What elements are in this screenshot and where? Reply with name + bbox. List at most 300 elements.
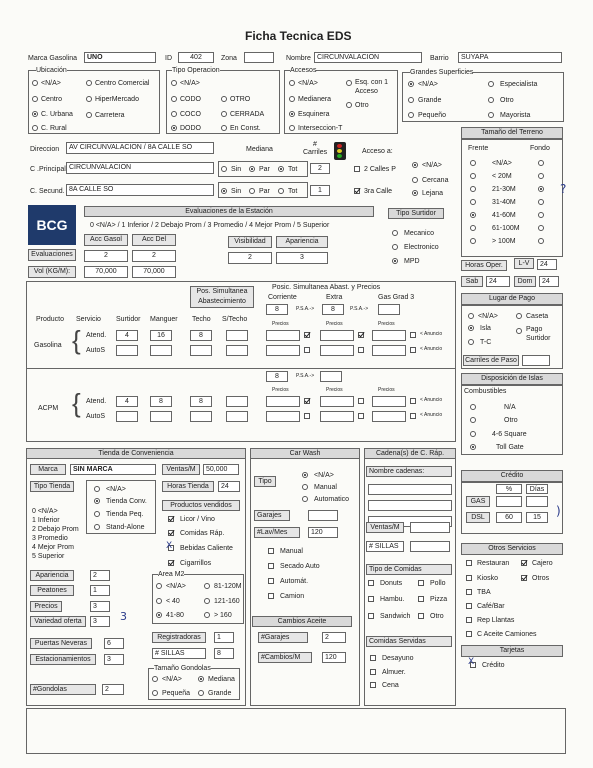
gs-peq-radio[interactable] — [408, 112, 414, 118]
tienda-scale-item: 2 Debajo Prom — [32, 526, 79, 533]
gasolina-price-corr[interactable] — [266, 345, 300, 356]
cp-lejana-radio[interactable] — [412, 190, 418, 196]
acc-opt: Interseccion-T — [298, 125, 343, 132]
gasolina-atend-field[interactable]: 8 — [190, 330, 212, 341]
gas-dias-field[interactable] — [526, 496, 548, 507]
acpm-anuncio-check[interactable] — [358, 398, 364, 404]
cp-tot-radio[interactable] — [278, 166, 284, 172]
gas-label: GAS — [466, 496, 490, 507]
cw-camion-check[interactable] — [268, 593, 274, 599]
comments-box[interactable] — [26, 708, 566, 754]
cs-3ra-check[interactable] — [354, 188, 360, 194]
surtidor-title: Tipo Surtidor — [388, 208, 444, 219]
prod-cig-check[interactable] — [168, 560, 174, 566]
tienda-scale-item: 5 Superior — [32, 553, 65, 560]
cw-manual-check[interactable] — [268, 548, 274, 554]
lv-label: L-V — [514, 258, 534, 269]
cs-sin-radio[interactable] — [221, 188, 227, 194]
otros-cafe-check[interactable] — [466, 603, 472, 609]
cadena-sillas-field[interactable] — [410, 541, 450, 552]
c-secund-field[interactable]: 8A CALLE SO — [66, 184, 214, 196]
gasolina-price-corr[interactable] — [266, 330, 300, 341]
cp-lejana: Lejana — [422, 190, 444, 197]
acpm-autos-field[interactable] — [226, 411, 248, 422]
com-item: Donuts — [380, 580, 403, 587]
surt-opt: MPD — [404, 258, 420, 265]
op-codo-radio[interactable] — [171, 96, 177, 102]
acpm-autos-field[interactable] — [150, 411, 172, 422]
product-col-header: Servicio — [76, 316, 101, 323]
acc-del-field[interactable]: 2 — [132, 250, 176, 262]
op-opt: COCO — [180, 111, 201, 118]
acc-opt: Otro — [355, 102, 369, 109]
product-col-header: Techo — [192, 316, 211, 323]
prod-item: Licor / Vino — [180, 516, 215, 523]
gasolina-price-ext[interactable] — [320, 345, 354, 356]
cw-check: Secado Auto — [280, 563, 320, 570]
barrio-field[interactable]: SUYAPA — [458, 52, 562, 63]
cp-sin-radio[interactable] — [221, 166, 227, 172]
apariencia-t-label: Apariencia — [30, 570, 74, 581]
tienda-scale-item: 0 <N/A> — [32, 508, 58, 515]
gs-na-radio[interactable] — [408, 81, 414, 87]
op-opt: CERRADA — [230, 111, 265, 118]
gond-peq-radio[interactable] — [152, 690, 158, 696]
frente-radio[interactable] — [470, 186, 476, 192]
tamano-option: 21-30M — [492, 186, 516, 193]
marca-field[interactable]: UNO — [84, 52, 156, 63]
com-pizza-check[interactable] — [418, 596, 424, 602]
sab-field[interactable]: 24 — [486, 276, 510, 287]
acceso-a-label: Acceso a: — [362, 148, 393, 155]
cp-carriles-field[interactable]: 2 — [310, 163, 330, 174]
puertas-label: Puertas Neveras — [30, 638, 92, 649]
acc-na-radio[interactable] — [289, 80, 295, 86]
product-col-header: Producto — [36, 316, 65, 323]
registr-field[interactable]: 1 — [214, 632, 234, 643]
com-item: Hambu. — [380, 596, 405, 603]
ubicacion-centro-radio[interactable] — [32, 96, 38, 102]
accesos-title: Accesos — [290, 67, 317, 74]
cadena-field-2[interactable] — [368, 500, 452, 511]
peatones-field[interactable]: 1 — [90, 585, 110, 596]
precios-label: Precios — [378, 321, 395, 327]
cp-2calles: 2 Calles P — [364, 166, 396, 173]
gasolina-anuncio-check[interactable] — [358, 347, 364, 353]
apariencia-t-field[interactable]: 2 — [90, 570, 110, 581]
horas-oper-label: Horas Oper. — [461, 260, 507, 271]
disp-opt: Otro — [504, 417, 518, 424]
ubicacion-opt: <N/A> — [41, 80, 61, 87]
mediana-label: Mediana — [246, 146, 273, 153]
corriente-label: Corriente — [268, 294, 297, 301]
acpm-anuncio-check[interactable] — [304, 413, 310, 419]
gond-opt: Mediana — [208, 676, 235, 683]
estac-field[interactable]: 3 — [104, 654, 124, 665]
fondo-label: Fondo — [530, 145, 550, 152]
frente-radio[interactable] — [470, 225, 476, 231]
acc-esq1-radio[interactable] — [346, 80, 352, 86]
gs-mayorista-radio[interactable] — [488, 112, 494, 118]
fondo-radio[interactable] — [538, 160, 544, 166]
disp-square-radio[interactable] — [470, 431, 476, 437]
acc-opt: <N/A> — [298, 80, 318, 87]
zona-field[interactable] — [244, 52, 274, 63]
acpm-atend-field[interactable]: 8 — [150, 396, 172, 407]
area-opt: 81-120M — [214, 583, 242, 590]
area-121-radio[interactable] — [204, 598, 210, 604]
gasolina-autos-field[interactable] — [190, 345, 212, 356]
precios-t-field[interactable]: 3 — [90, 601, 110, 612]
acpm-atend-field[interactable] — [226, 396, 248, 407]
ubicacion-opt: Centro — [41, 96, 63, 103]
cw-check: Automát. — [280, 578, 309, 585]
product-col-header: Surtidor — [116, 316, 141, 323]
com-sandwich-check[interactable] — [368, 613, 374, 619]
tt-stand-radio[interactable] — [94, 524, 100, 530]
com-otro-check[interactable] — [418, 613, 424, 619]
com-donuts-check[interactable] — [368, 580, 374, 586]
acpm-anuncio-check[interactable] — [304, 398, 310, 404]
cw-automat-check[interactable] — [268, 578, 274, 584]
tipo-operacion-title: Tipo Operacion — [172, 67, 220, 74]
gas-grad-label: Gas Grad 3 — [378, 294, 415, 301]
frente-radio[interactable] — [470, 199, 476, 205]
otros-llantas-check[interactable] — [466, 617, 472, 623]
otros-item: Otros — [532, 575, 550, 582]
zona-label: Zona — [221, 55, 237, 62]
com-hambu-check[interactable] — [368, 596, 374, 602]
vol2-field[interactable]: 70,000 — [132, 266, 176, 278]
gasolina-atend-field[interactable]: 16 — [150, 330, 172, 341]
lp-isla-radio[interactable] — [468, 325, 474, 331]
cw-na-radio[interactable] — [302, 472, 308, 478]
disp-toll-radio[interactable] — [470, 444, 476, 450]
gs-otro-radio[interactable] — [488, 97, 494, 103]
nombre-label: Nombre — [286, 55, 311, 62]
cs-tot-radio[interactable] — [278, 188, 284, 194]
op-cerrada-radio[interactable] — [221, 111, 227, 117]
tamano-option: 61-100M — [492, 225, 520, 232]
ubicacion-rural-radio[interactable] — [32, 125, 38, 131]
otros-restauran-check[interactable] — [466, 560, 472, 566]
direccion-field[interactable]: AV CIRCUNVALACION / 8A CALLE SO — [66, 142, 214, 154]
area-na-radio[interactable] — [156, 583, 162, 589]
acpm-price-ext[interactable] — [320, 396, 354, 407]
cs-carriles-field[interactable]: 1 — [310, 185, 330, 196]
dom-field[interactable]: 24 — [539, 276, 559, 287]
acpm-anuncio-check[interactable] — [410, 413, 416, 419]
fondo-radio[interactable] — [538, 238, 544, 244]
op-coco-radio[interactable] — [171, 111, 177, 117]
frente-radio[interactable] — [470, 238, 476, 244]
gs-esp-radio[interactable] — [488, 81, 494, 87]
gasolina-brace: { — [72, 325, 81, 355]
ngar-field[interactable]: 2 — [322, 632, 346, 643]
fondo-radio[interactable] — [538, 186, 544, 192]
comb-label: Combustibles — [464, 388, 507, 395]
precios-label: Precios — [378, 387, 395, 393]
gasolina-price-g3[interactable] — [372, 345, 406, 356]
horas-tienda-field[interactable]: 24 — [218, 481, 240, 492]
cp-par: Par — [259, 166, 270, 173]
tienda-ventas-field[interactable]: 50,000 — [203, 464, 239, 475]
marca-label: Marca Gasolina — [28, 55, 78, 62]
acpm-atend-field[interactable]: 8 — [190, 396, 212, 407]
psa-label: P.S.A.-> — [296, 373, 315, 379]
op-na-radio[interactable] — [171, 80, 177, 86]
acpm-pos[interactable]: 8 — [266, 371, 288, 382]
acpm-price-g3[interactable] — [372, 411, 406, 422]
sillas-t-label: # SILLAS — [152, 648, 206, 659]
otros-title: Otros Servicios — [461, 543, 563, 555]
gs-grande-radio[interactable] — [408, 97, 414, 103]
area-40-radio[interactable] — [156, 598, 162, 604]
ubicacion-opt: C. Rural — [41, 125, 67, 132]
acc-opt: Esq. con 1 Acceso — [355, 79, 389, 95]
gasolina-anuncio-check[interactable] — [304, 347, 310, 353]
gondolas-title: Tamaño Gondolas — [154, 665, 211, 672]
lp-na-radio[interactable] — [468, 313, 474, 319]
op-otro-radio[interactable] — [221, 96, 227, 102]
precios-label: Precios — [272, 387, 289, 393]
nombre-cadenas-label: Nombre cadenas: — [366, 466, 452, 477]
otros-cajero-check[interactable] — [521, 560, 527, 566]
acpm-price-corr[interactable] — [266, 411, 300, 422]
psa-label: P.S.A.-> — [296, 306, 315, 312]
bebidas-x-mark: X — [166, 541, 173, 551]
acpm-atend-field[interactable]: 4 — [116, 396, 138, 407]
lp-tc-radio[interactable] — [468, 339, 474, 345]
ncamb-field[interactable]: 120 — [322, 652, 346, 663]
nombre-field[interactable]: CIRCUNVALACION — [314, 52, 422, 63]
ngond-field[interactable]: 2 — [102, 684, 124, 695]
variedad-field[interactable]: 3 — [90, 616, 110, 627]
acc-medianera-radio[interactable] — [289, 96, 295, 102]
op-dodo-radio[interactable] — [171, 125, 177, 131]
gasolina-anuncio-check[interactable] — [410, 347, 416, 353]
cadena-ventas-field[interactable] — [410, 522, 450, 533]
gasolina-atend-field[interactable]: 4 — [116, 330, 138, 341]
acpm-label: ACPM — [38, 405, 59, 412]
cs-par-radio[interactable] — [249, 188, 255, 194]
peatones-label: Peatones — [30, 585, 74, 596]
frente-radio[interactable] — [470, 160, 476, 166]
prod-comidas-check[interactable] — [168, 530, 174, 536]
acpm-price-g3[interactable] — [372, 396, 406, 407]
otros-tba-check[interactable] — [466, 589, 472, 595]
ubicacion-carretera-radio[interactable] — [86, 112, 92, 118]
corriente-pos[interactable]: 8 — [266, 304, 288, 315]
tamano-option: <N/A> — [492, 160, 512, 167]
gas-pct-field[interactable] — [496, 496, 522, 507]
extra-pos[interactable]: 8 — [322, 304, 344, 315]
tienda-scale-item: 3 Promedio — [32, 535, 68, 542]
surt-opt: Mecanico — [404, 230, 434, 237]
fondo-radio[interactable] — [538, 199, 544, 205]
cadena-title: Cadena(s) de C. Ráp. — [364, 448, 456, 459]
acc-gasol-field[interactable]: 2 — [84, 250, 128, 262]
dsl-pct-field[interactable]: 60 — [496, 512, 522, 523]
lv-field[interactable]: 24 — [537, 259, 557, 270]
apariencia-button[interactable]: Apariencia — [276, 236, 328, 248]
carwash-tipo-label: Tipo — [254, 476, 276, 487]
gasolina-autos-field[interactable] — [150, 345, 172, 356]
tt-opt: Tienda Peq. — [106, 511, 144, 518]
prod-licor-check[interactable] — [168, 516, 174, 522]
otros-otros-check[interactable] — [521, 575, 527, 581]
gasolina-anuncio-check[interactable] — [304, 332, 310, 338]
cp-na-radio[interactable] — [412, 162, 418, 168]
cp-cercana-radio[interactable] — [412, 177, 418, 183]
op-const-radio[interactable] — [221, 125, 227, 131]
gasolina-atend-label: Atend. — [86, 332, 107, 339]
id-label: ID — [165, 55, 172, 62]
cp-2calles-check[interactable] — [354, 166, 360, 172]
gasolina-autos-field[interactable] — [116, 345, 138, 356]
cadena-sillas-label: # SILLAS — [366, 541, 404, 552]
tt-conv-radio[interactable] — [94, 498, 100, 504]
tamano-option: 41-60M — [492, 212, 516, 219]
frente-label: Frente — [468, 145, 489, 152]
acpm-price-ext[interactable] — [320, 411, 354, 422]
c-secund-label: C. Secund. — [30, 188, 65, 195]
carriles-paso-field[interactable] — [522, 355, 550, 366]
cw-opt: Manual — [314, 484, 337, 491]
acc-otro-radio[interactable] — [346, 102, 352, 108]
ubicacion-na-radio[interactable] — [32, 80, 38, 86]
gond-med-radio[interactable] — [198, 676, 204, 682]
puertas-field[interactable]: 6 — [104, 638, 124, 649]
tienda-title: Tienda de Conveniencia — [26, 448, 246, 459]
fondo-radio[interactable] — [538, 225, 544, 231]
lp-caseta-radio[interactable] — [516, 313, 522, 319]
otros-item: Rep Llantas — [477, 617, 515, 624]
fondo-radio[interactable] — [538, 212, 544, 218]
otros-item: TBA — [477, 589, 491, 596]
cs-tot: Tot — [288, 188, 298, 195]
anuncio-label: < Anuncio — [420, 412, 443, 418]
acpm-autos-field[interactable] — [190, 411, 212, 422]
gasolina-price-g3[interactable] — [372, 330, 406, 341]
gasolina-atend-field[interactable] — [226, 330, 248, 341]
acpm-pos2[interactable] — [320, 371, 342, 382]
area-81-radio[interactable] — [204, 583, 210, 589]
com-item: Sandwich — [380, 613, 411, 620]
tt-opt: Stand-Alone — [106, 524, 145, 531]
visibilidad-field[interactable]: 2 — [228, 252, 272, 264]
pos-simultanea-label: Pos. Simultanea Abastecimiento — [190, 286, 254, 308]
gs-opt: Especialista — [500, 81, 538, 88]
acpm-divider — [26, 368, 456, 369]
gasolina-anuncio-check[interactable] — [410, 332, 416, 338]
vol1-field[interactable]: 70,000 — [84, 266, 128, 278]
acc-del-button[interactable]: Acc Del — [132, 234, 176, 246]
surt-ele-radio[interactable] — [392, 244, 398, 250]
dsl-dias-field[interactable]: 15 — [526, 512, 548, 523]
serv-item: Desayuno — [382, 655, 414, 662]
tienda-marca-field[interactable]: SIN MARCA — [70, 464, 156, 475]
tamano-option: 31-40M — [492, 199, 516, 206]
gond-grande-radio[interactable] — [198, 690, 204, 696]
cadena-ventas-label: Ventas/M — [366, 522, 404, 533]
acc-intersec-radio[interactable] — [289, 125, 295, 131]
prod-item: Cigarrillos — [180, 560, 212, 567]
acpm-anuncio-check[interactable] — [358, 413, 364, 419]
comidas-servidas-title: Comidas Servidas — [366, 636, 452, 647]
disp-otro-radio[interactable] — [470, 417, 476, 423]
tt-na-radio[interactable] — [94, 486, 100, 492]
surt-mpd-radio[interactable] — [392, 258, 398, 264]
gasolina-anuncio-check[interactable] — [358, 332, 364, 338]
disp-na-radio[interactable] — [470, 404, 476, 410]
serv-desayuno-check[interactable] — [370, 655, 376, 661]
cp-par-radio[interactable] — [249, 166, 255, 172]
acpm-price-corr[interactable] — [266, 396, 300, 407]
lav-field[interactable]: 120 — [308, 527, 338, 538]
sillas-t-field[interactable]: 8 — [214, 648, 234, 659]
ubicacion-cc-radio[interactable] — [86, 80, 92, 86]
ubicacion-urbana-radio[interactable] — [32, 111, 38, 117]
op-opt: OTRO — [230, 96, 251, 103]
fondo-radio[interactable] — [538, 173, 544, 179]
cw-auto-radio[interactable] — [302, 496, 308, 502]
tt-peq-radio[interactable] — [94, 511, 100, 517]
gasolina-price-ext[interactable] — [320, 330, 354, 341]
serv-almuer-check[interactable] — [370, 669, 376, 675]
registr-label: Registradoras — [152, 632, 206, 643]
anuncio-label: < Anuncio — [420, 346, 443, 352]
tienda-ventas-label: Ventas/M — [162, 464, 200, 475]
acc-gasol-button[interactable]: Acc Gasol — [84, 234, 128, 246]
cs-sin: Sin — [231, 188, 242, 195]
acc-opt: Medianera — [298, 96, 332, 103]
prod-item: Bebidas Caliente — [180, 545, 233, 552]
acc-esquinera-radio[interactable] — [289, 111, 295, 117]
acpm-autos-field[interactable] — [116, 411, 138, 422]
tipo-comidas-title: Tipo de Comidas — [366, 564, 452, 575]
ubicacion-hiper-radio[interactable] — [86, 96, 92, 102]
id-field[interactable]: 402 — [178, 52, 214, 63]
acpm-anuncio-check[interactable] — [410, 398, 416, 404]
tt-opt: Tienda Conv. — [106, 498, 147, 505]
otros-aceite-check[interactable] — [466, 631, 472, 637]
ubicacion-opt: HiperMercado — [95, 96, 139, 103]
frente-radio[interactable] — [470, 212, 476, 218]
cw-secado-check[interactable] — [268, 563, 274, 569]
lp-pago-radio[interactable] — [516, 328, 522, 334]
cw-manual-radio[interactable] — [302, 484, 308, 490]
gasolina-autos-label: AutoS — [86, 347, 106, 354]
cadena-field-1[interactable] — [368, 484, 452, 495]
area-160-radio[interactable] — [204, 612, 210, 618]
frente-radio[interactable] — [470, 173, 476, 179]
gas-pos[interactable] — [378, 304, 400, 315]
apariencia-field[interactable]: 3 — [276, 252, 328, 264]
otros-kiosko-check[interactable] — [466, 575, 472, 581]
c-principal-field[interactable]: CIRCUNVALACION — [66, 162, 214, 174]
area-4180-radio[interactable] — [156, 612, 162, 618]
serv-cena-check[interactable] — [370, 682, 376, 688]
com-item: Pizza — [430, 596, 448, 603]
gond-na-radio[interactable] — [152, 676, 158, 682]
evaluaciones-button[interactable]: Evaluaciones — [28, 249, 76, 261]
gasolina-autos-field[interactable] — [226, 345, 248, 356]
surt-mec-radio[interactable] — [392, 230, 398, 236]
visibilidad-button[interactable]: Visibilidad — [228, 236, 272, 248]
com-pollo-check[interactable] — [418, 580, 424, 586]
garajes-field[interactable] — [308, 510, 338, 521]
